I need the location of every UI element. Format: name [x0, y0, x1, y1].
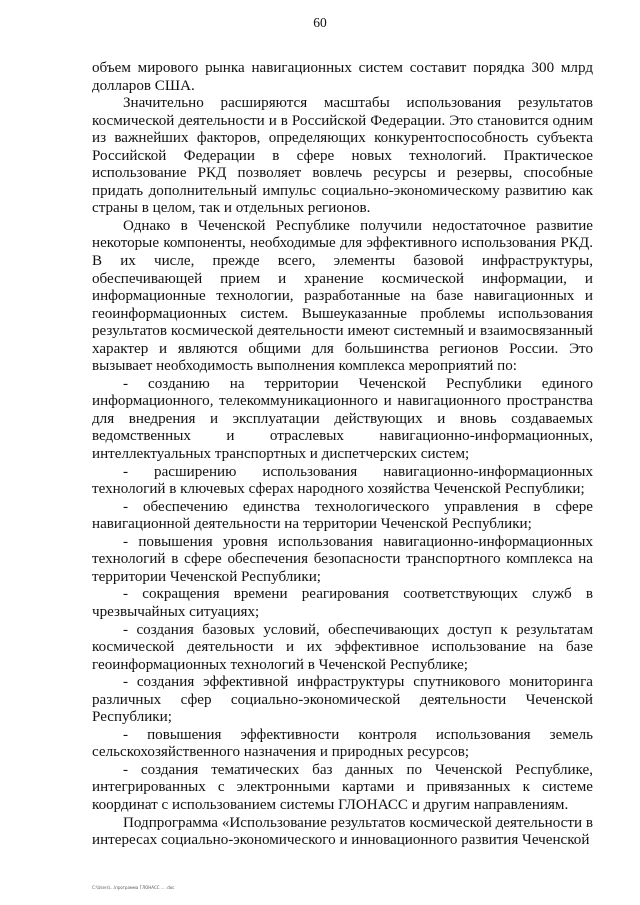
- paragraph: Значительно расширяются масштабы использования результатов космической деятельности и в Российской Федерации. Это становится одним из важнейших факторов, определяющих конкурентоспособность субъекта Российской Федерации в сфере новых технологий. Практическое использование РКД позволяет вовлечь ресурсы и резервы, способные придать дополнительный импульс социально-экономическому развитию как страны в целом, так и отдельных регионов.: [92, 95, 593, 217]
- paragraph: Однако в Чеченской Республике получили недостаточное развитие некоторые компоненты, необходимые для эффективного использования РКД. В их числе, прежде всего, элементы базовой инфраструктуры, обеспечивающей прием и хранение космической информации, и информационные технологии, разработанные на базе навигационных и геоинформационных систем. Вышеуказанные проблемы использования результатов космической деятельности имеют системный и взаимосвязанный характер и являются общими для большинства регионов России. Это вызывает необходимость выполнения комплекса мероприятий по:: [92, 217, 593, 375]
- document-body: [92, 60, 593, 850]
- file-path-footer: C:\Users\...\программа ГЛОНАСС ... .doc: [92, 885, 175, 890]
- paragraph: объем мирового рынка навигационных систем составит порядка 300 млрд долларов США.: [92, 60, 593, 94]
- list-item: - созданию на территории Чеченской Республики единого информационного, телекоммуникационного и навигационного пространства для внедрения и эксплуатации действующих и вновь создаваемых ведомственных и отраслевых навигационно-информационных, интеллектуальных транспортных и диспетчерских систем;: [92, 375, 593, 463]
- list-item: - повышения уровня использования навигационно-информационных технологий в сфере обеспечения безопасности транспортного комплекса на территории Чеченской Республики;: [92, 533, 593, 585]
- list-item: - создания базовых условий, обеспечивающих доступ к результатам космической деятельности и их эффективное использование на базе геоинформационных технологий в Чеченской Республике;: [92, 621, 593, 673]
- list-item: - создания тематических баз данных по Чеченской Республике, интегрированных с электронными картами и привязанных к системе координат с использованием системы ГЛОНАСС и другим направлениям.: [92, 761, 593, 813]
- list-item: - сокращения времени реагирования соответствующих служб в чрезвычайных ситуациях;: [92, 586, 593, 620]
- paragraph: Подпрограмма «Использование результатов космической деятельности в интересах социально-экономического и инновационного развития Чеченской: [92, 814, 593, 849]
- list-item: - повышения эффективности контроля использования земель сельскохозяйственного назначения и природных ресурсов;: [92, 726, 593, 761]
- page-number: 60: [313, 15, 327, 30]
- list-item: - создания эффективной инфраструктуры спутникового мониторинга различных сфер социально-экономической деятельности Чеченской Республики;: [92, 674, 593, 726]
- list-item: - обеспечению единства технологического управления в сфере навигационной деятельности на территории Чеченской Республики;: [92, 498, 593, 533]
- list-item: - расширению использования навигационно-информационных технологий в ключевых сферах народного хозяйства Чеченской Республики;: [92, 463, 593, 498]
